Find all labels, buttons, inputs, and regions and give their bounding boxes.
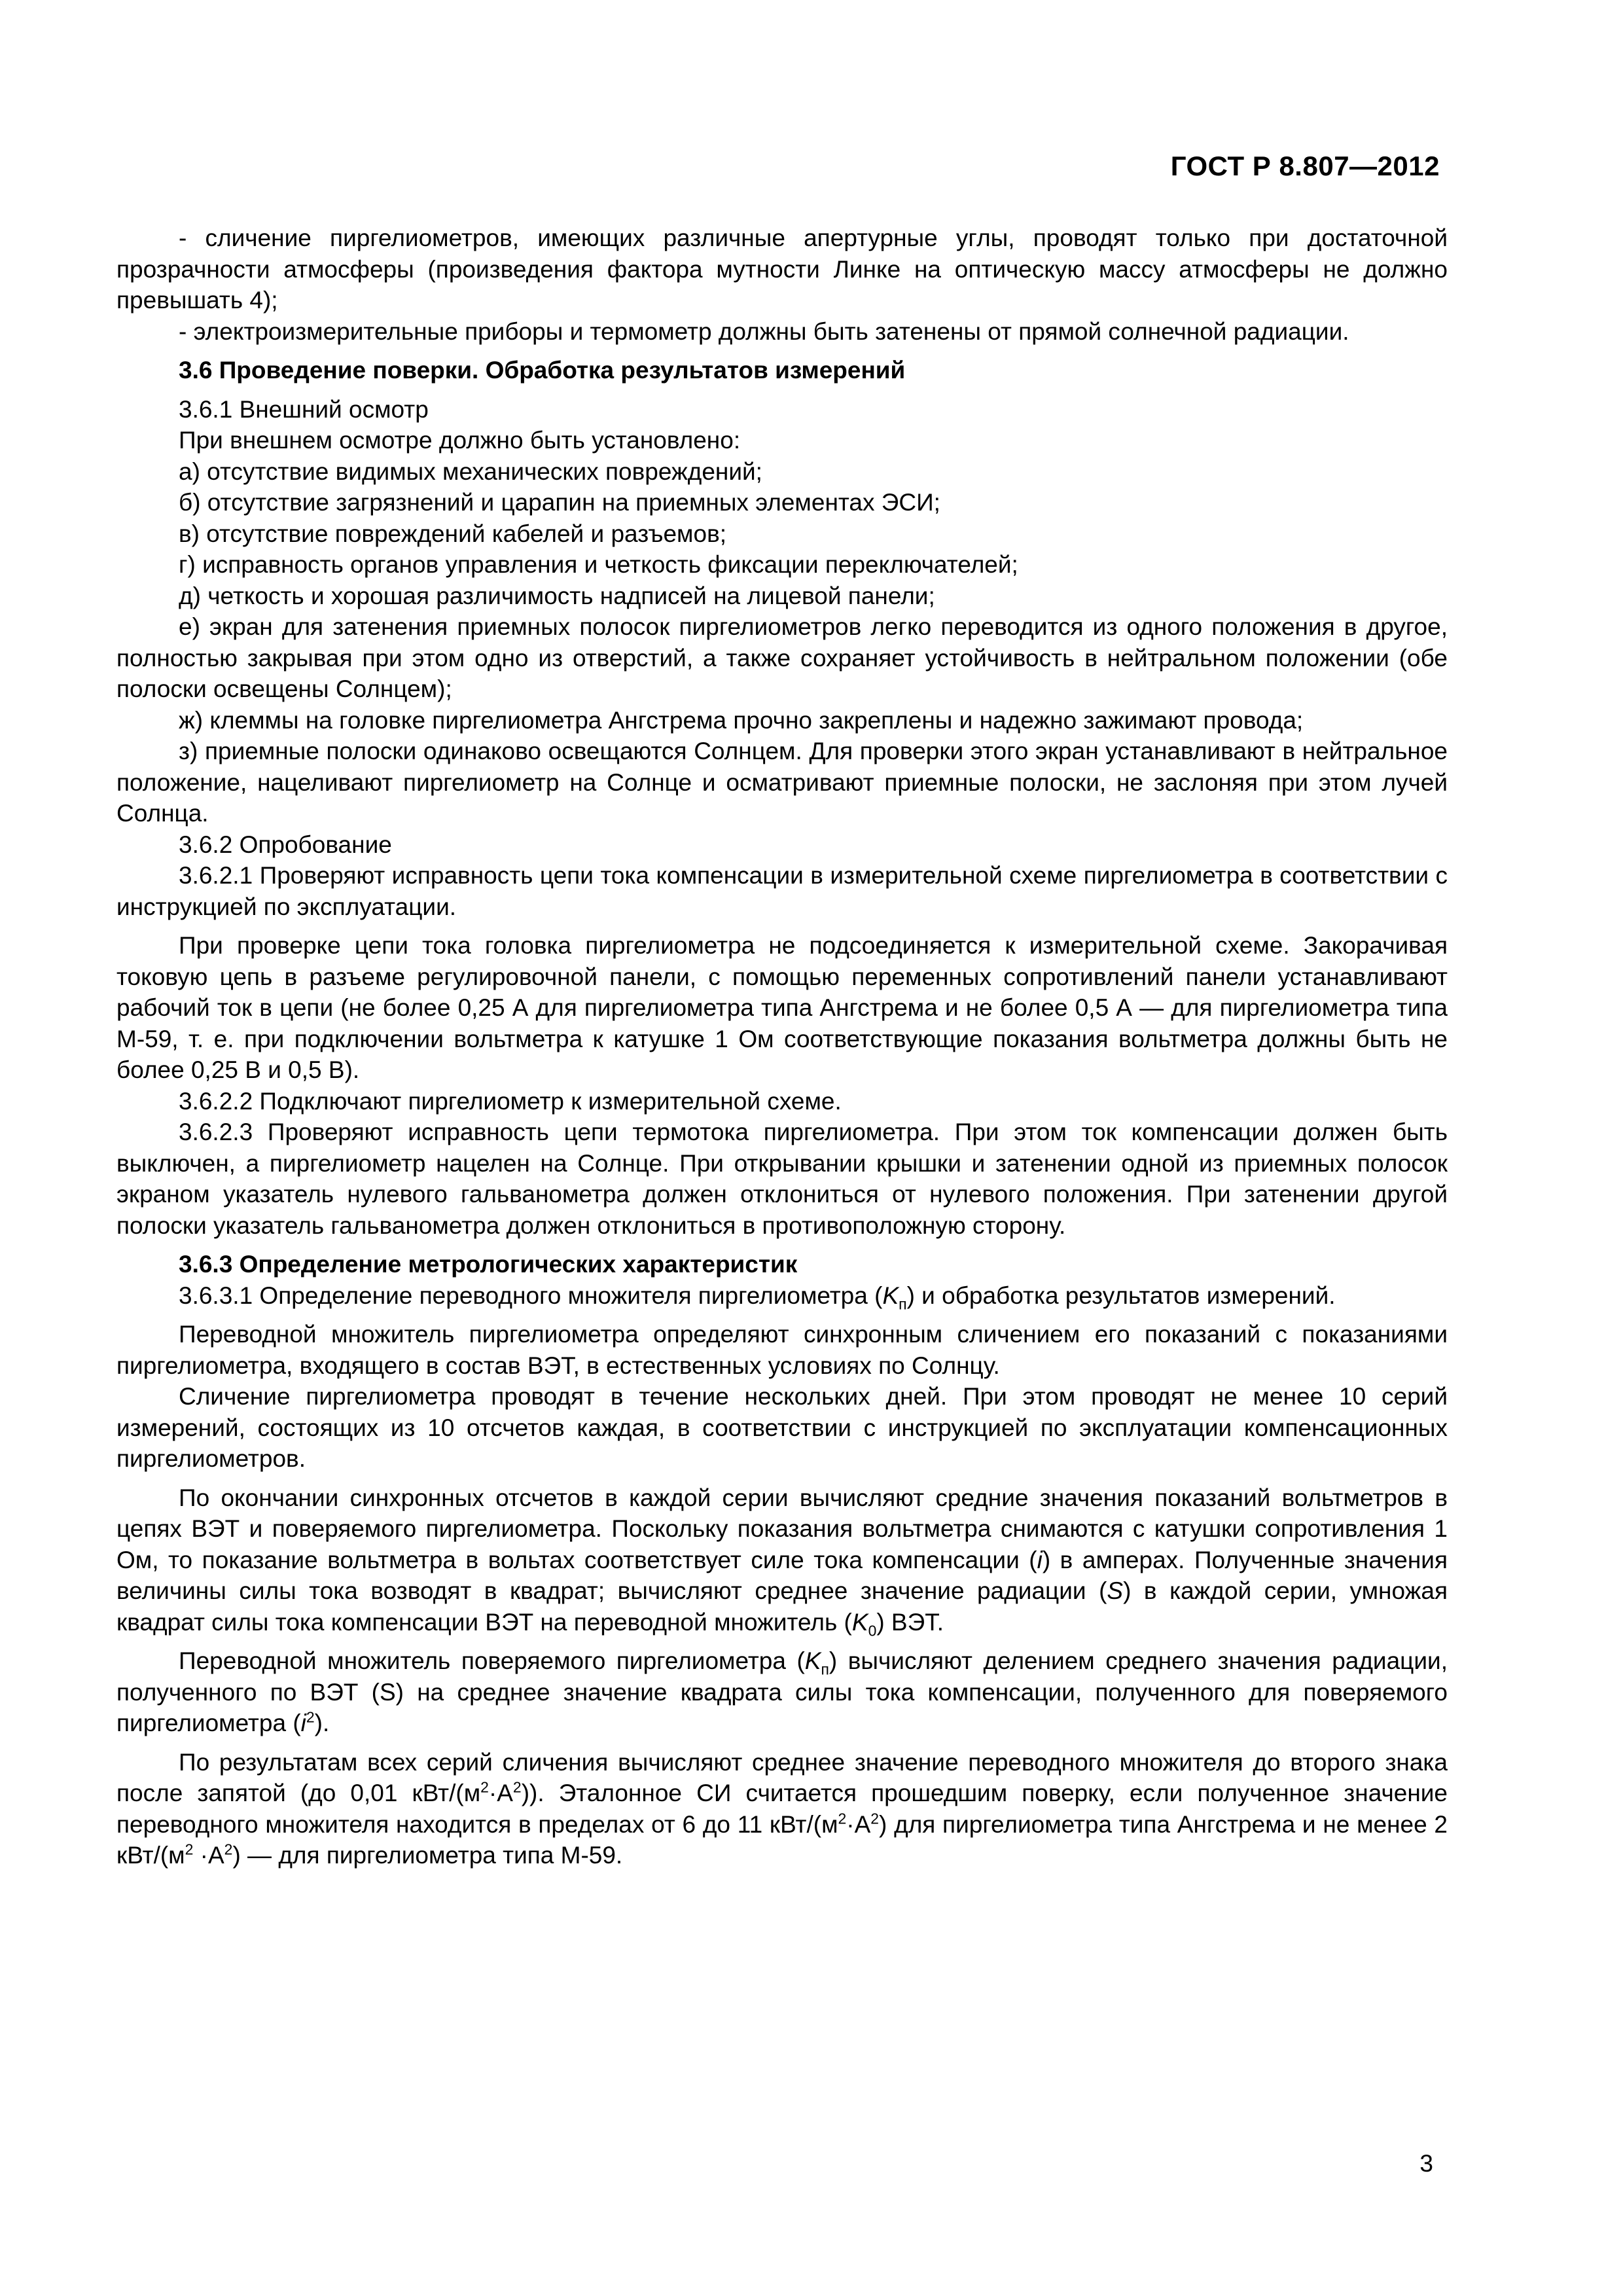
document-code: ГОСТ Р 8.807—2012	[1170, 151, 1440, 181]
list-item-zh: ж) клеммы на головке пиргелиометра Ангстрема прочно закреплены и надежно зажимают провода;	[179, 706, 1304, 734]
section-3-6-1-title: 3.6.1 Внешний осмотр	[179, 395, 429, 423]
paragraph-3-6-2-1-continued: При проверке цепи тока головка пиргелиометра не подсоединяется к измерительной схеме. Закорачивая токовую цепь в разъеме регулировочной панели, с помощью переменных сопротивлений панели устанавливают рабочий ток в цепи (не более 0,25 А для пиргелиометра типа Ангстрема и не более 0,5 А — для пиргелиометра типа М-59, т. е. при подключении вольтметра к катушке 1 Ом соответствующие показания вольтметра должны быть не более 0,25 В и 0,5 В).	[116, 932, 1448, 1083]
paragraph-synchronous-readings: По окончании синхронных отсчетов в каждой серии вычисляют средние значения показаний вольтметров в цепях ВЭТ и поверяемого пиргелиометра. Поскольку показания вольтметра снимаются с катушки сопротивления 1 Ом, то показание вольтметра в вольтах соответствует силе тока компенсации (i) в амперах. Полученные значения величины силы тока возводят в квадрат; вычисляют среднее значение радиации (S) в каждой серии, умножая квадрат силы тока компенсации ВЭТ на переводной множитель $(K_0)$ ВЭТ.	[116, 1484, 1448, 1639]
list-item-a: а) отсутствие видимых механических повреждений;	[179, 457, 762, 485]
paragraph-conversion-factor: Переводной множитель пиргелиометра определяют синхронным сличением его показаний с показаниями пиргелиометра, входящего в состав ВЭТ, в естественных условиях по Солнцу.	[116, 1321, 1448, 1379]
list-item-z: з) приемные полоски одинаково освещаются Солнцем. Для проверки этого экран устанавливают в нейтральное положение, нацеливают пиргелиометр на Солнце и осматривают приемные полоски, не заслоняя при этом лучей Солнца.	[116, 738, 1448, 827]
page-number: 3	[1419, 2150, 1433, 2177]
section-3-6-heading: 3.6 Проведение поверки. Обработка результатов измерений	[179, 357, 906, 384]
section-3-6-2-title: 3.6.2 Опробование	[179, 831, 392, 858]
document-body	[116, 223, 1448, 1871]
intro-item-1: - сличение пиргелиометров, имеющих различные апертурные углы, проводят только при достаточной прозрачности атмосферы (произведения фактора мутности Линке на оптическую массу атмосферы не должно превышать 4);	[116, 224, 1448, 314]
list-item-b: б) отсутствие загрязнений и царапин на приемных элементах ЭСИ;	[179, 489, 940, 516]
section-3-6-3-heading: 3.6.3 Определение метрологических характеристик	[179, 1251, 798, 1278]
paragraph-3-6-3-1: 3.6.3.1 Определение переводного множителя пиргелиометра $(K_п)$ и обработка результатов измерений.	[179, 1282, 1336, 1312]
paragraph-comparison-series: Сличение пиргелиометра проводят в течение нескольких дней. При этом проводят не менее 10 серий измерений, состоящих из 10 отсчетов каждая, в соответствии с инструкцией по эксплуатации компенсационных пиргелиометров.	[116, 1383, 1448, 1472]
paragraph-results-criteria: По результатам всех серий сличения вычисляют среднее значение переводного множителя до второго знака после запятой (до 0,01 кВт/$(м^2\cdot А^2)$). Эталонное СИ считается прошедшим поверку, если полученное значение переводного множителя находится в пределах от 6 до 11 кВт/$(м^2\cdot А^2)$ для пиргелиометра типа Ангстрема и не менее 2 кВт/$(м^2 \cdot А^2)$ — для пиргелиометра типа М-59.	[116, 1748, 1448, 1869]
section-3-6-1-lead: При внешнем осмотре должно быть установлено:	[179, 427, 741, 454]
list-item-e: е) экран для затенения приемных полосок пиргелиометров легко переводится из одного положения в другое, полностью закрывая при этом одно из отверстий, а также сохраняет устойчивость в нейтральном положении (обе полоски освещены Солнцем);	[116, 613, 1448, 702]
list-item-v: в) отсутствие повреждений кабелей и разъемов;	[179, 520, 726, 547]
paragraph-3-6-2-1: 3.6.2.1 Проверяют исправность цепи тока компенсации в измерительной схеме пиргелиометра в соответствии с инструкцией по эксплуатации.	[116, 862, 1448, 920]
list-item-g: г) исправность органов управления и четкость фиксации переключателей;	[179, 551, 1018, 578]
paragraph-3-6-2-3: 3.6.2.3 Проверяют исправность цепи термотока пиргелиометра. При этом ток компенсации должен быть выключен, а пиргелиометр нацелен на Солнце. При открывании крышки и затенении одной из приемных полосок экраном указатель нулевого гальванометра должен отклониться от нулевого положения. При затенении другой полоски указатель гальванометра должен отклониться в противоположную сторону.	[116, 1119, 1448, 1239]
paragraph-3-6-2-2: 3.6.2.2 Подключают пиргелиометр к измерительной схеме.	[179, 1087, 842, 1115]
intro-item-2: - электроизмерительные приборы и термометр должны быть затенены от прямой солнечной радиации.	[179, 317, 1349, 345]
list-item-d: д) четкость и хорошая различимость надписей на лицевой панели;	[179, 582, 935, 609]
paragraph-verified-factor: Переводной множитель поверяемого пиргелиометра $(K_п)$ вычисляют делением среднего значения радиации, полученного по ВЭТ (S) на среднее значение квадрата силы тока компенсации, полученного для поверяемого пиргелиометра $(i^2)$.	[116, 1647, 1448, 1736]
